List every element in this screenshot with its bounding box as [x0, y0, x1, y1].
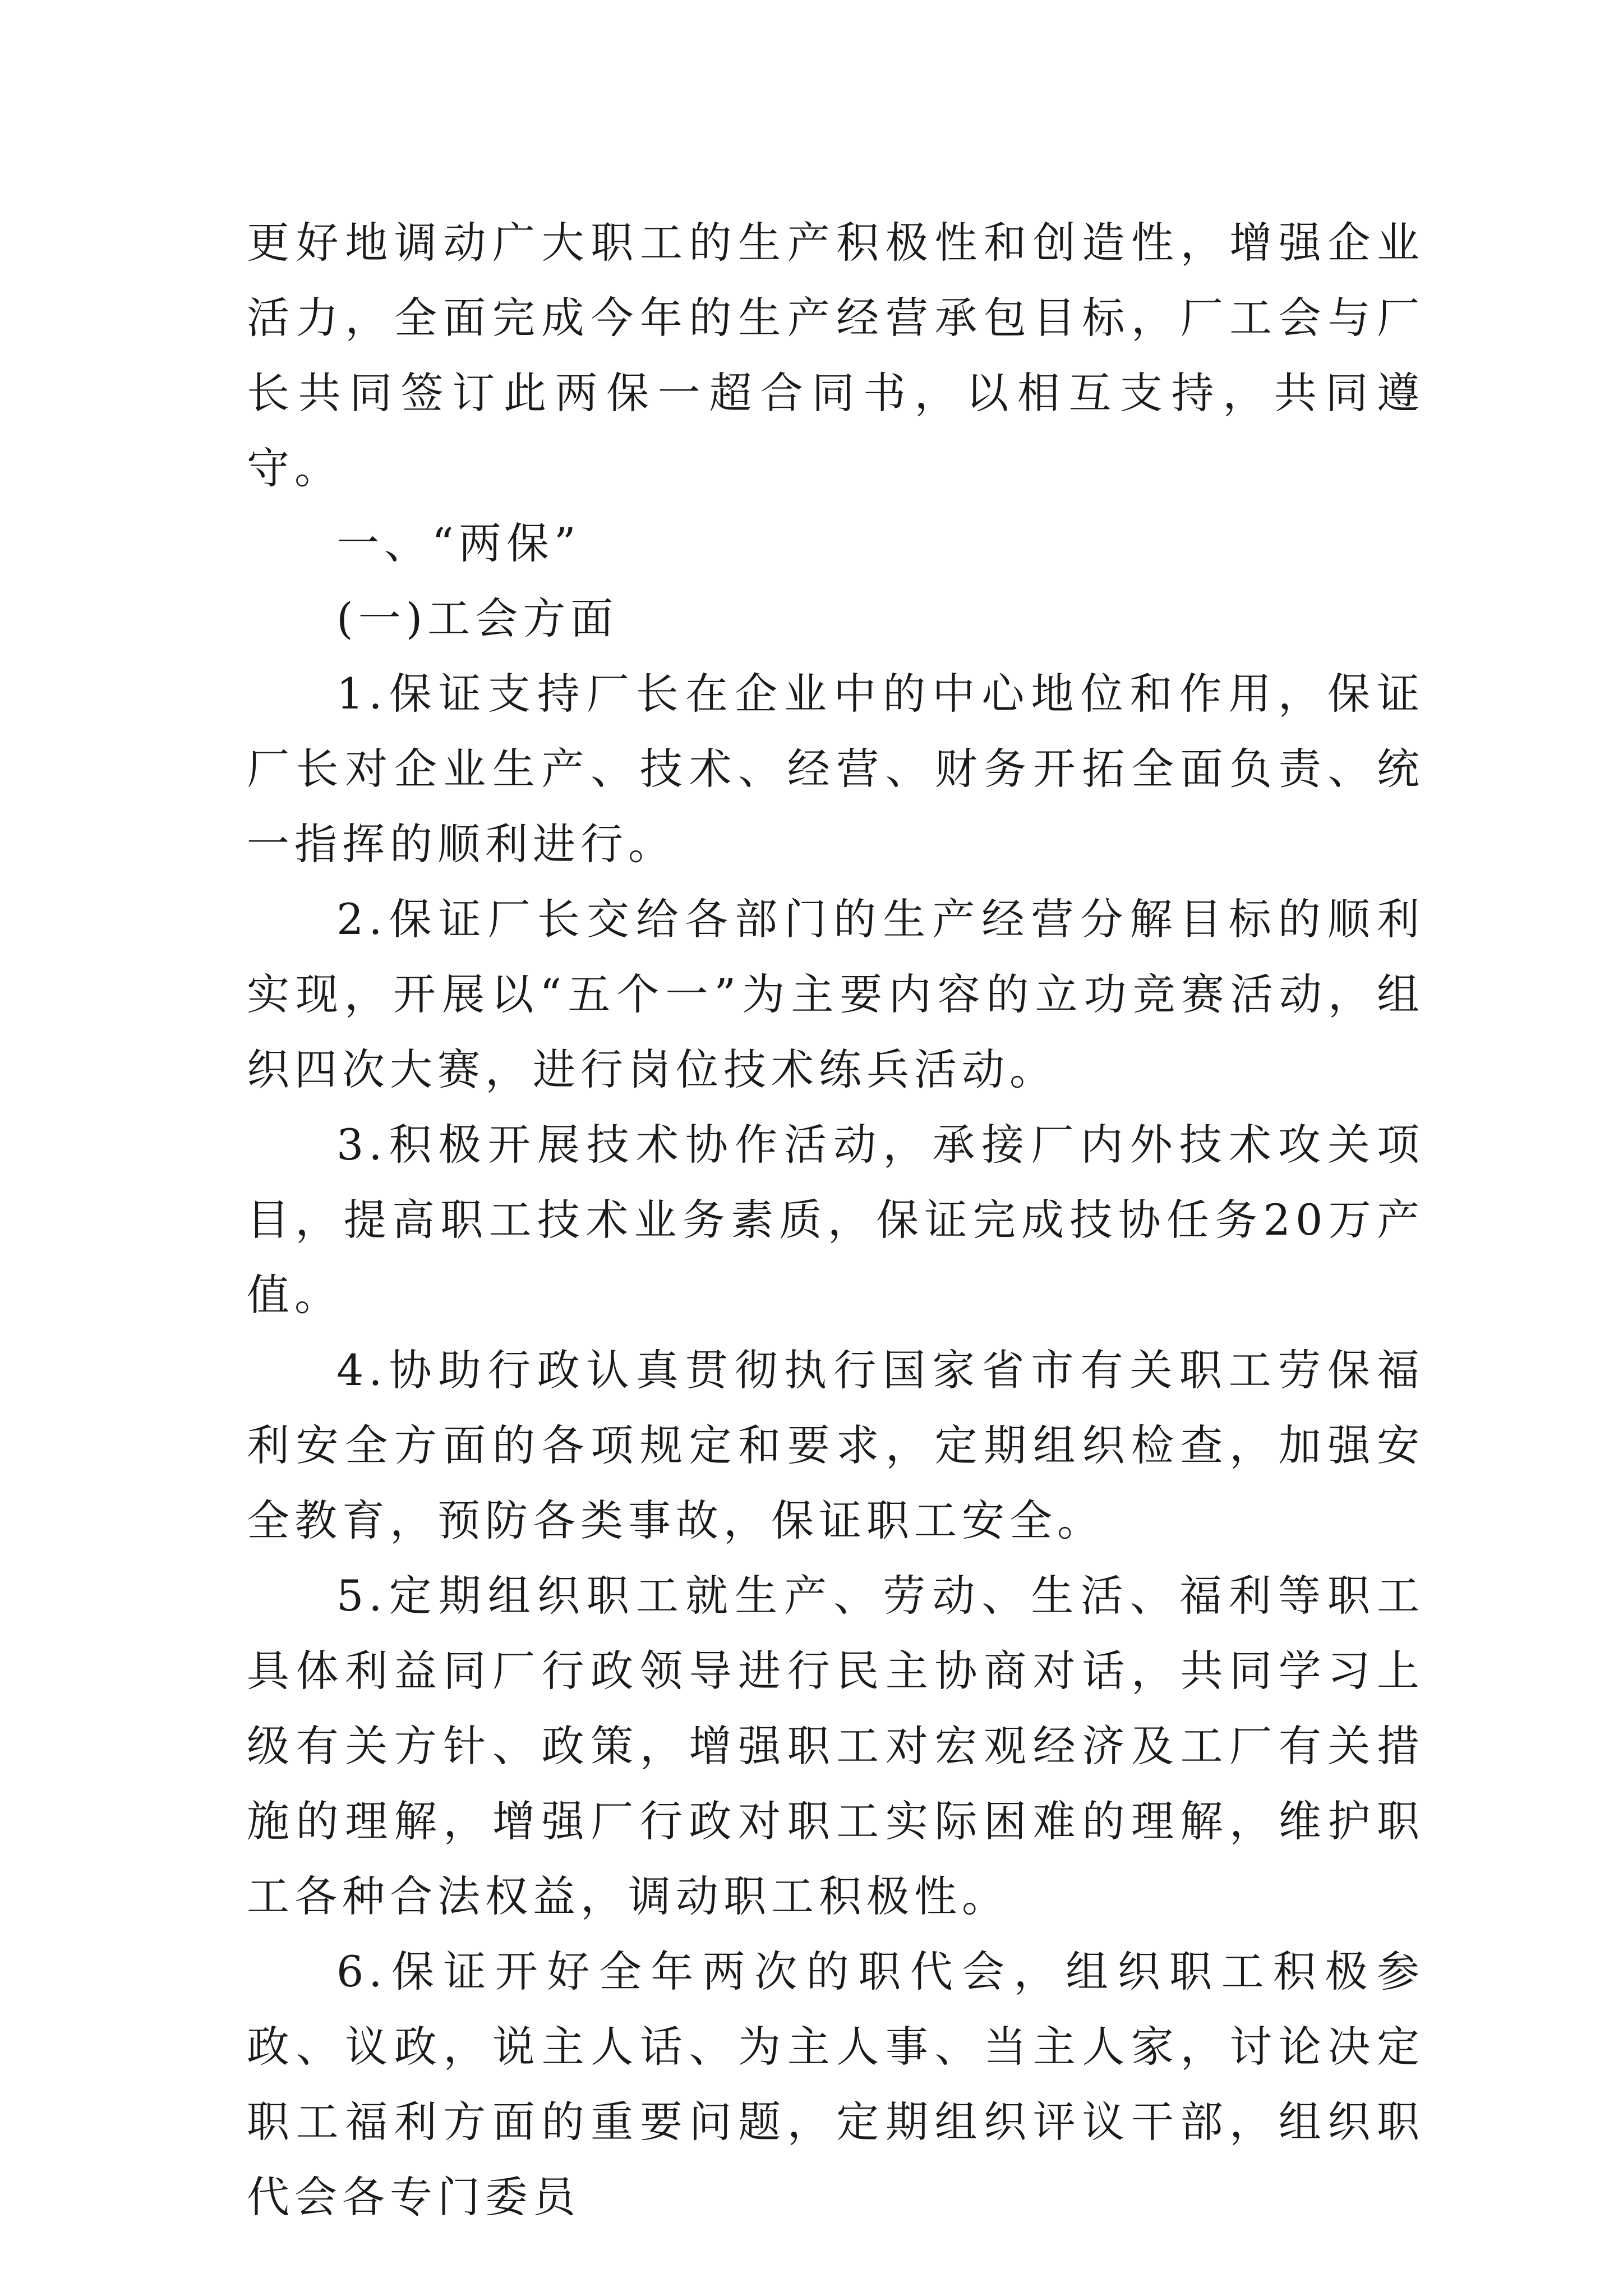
list-item-4: 4.协助行政认真贯彻执行国家省市有关职工劳保福利安全方面的各项规定和要求，定期组织检查，加强安全教育，预防各类事故，保证职工安全。 — [247, 1345, 1424, 1545]
intro-paragraph: 更好地调动广大职工的生产积极性和创造性，增强企业活力，全面完成今年的生产经营承包目标，厂工会与厂长共同签订此两保一超合同书，以相互支持，共同遵守。 — [247, 218, 1424, 493]
list-item-1: 1.保证支持厂长在企业中的中心地位和作用，保证厂长对企业生产、技术、经营、财务开拓全面负责、统一指挥的顺利进行。 — [247, 669, 1424, 869]
subsection-heading-union: (一)工会方面 — [336, 593, 619, 643]
list-item-5: 5.定期组织职工就生产、劳动、生活、福利等职工具体利益同厂行政领导进行民主协商对话，共同学习上级有关方针、政策，增强职工对宏观经济及工厂有关措施的理解，增强厂行政对职工实际困难的理解，维护职工各种合法权益，调动职工积极性。 — [247, 1571, 1424, 1921]
document-body — [247, 205, 1424, 2235]
list-item-3: 3.积极开展技术协作活动，承接厂内外技术攻关项目，提高职工技术业务素质，保证完成技协任务20万产值。 — [247, 1120, 1424, 1320]
section-heading-two-guarantees: 一、“两保” — [336, 518, 581, 568]
list-item-6: 6.保证开好全年两次的职代会，组织职工积极参政、议政，说主人话、为主人事、当主人家，讨论决定职工福利方面的重要问题，定期组织评议干部，组织职代会各专门委员 — [247, 1947, 1424, 2222]
list-item-2: 2.保证厂长交给各部门的生产经营分解目标的顺利实现，开展以“五个一”为主要内容的立功竞赛活动，组织四次大赛，进行岗位技术练兵活动。 — [247, 894, 1424, 1094]
